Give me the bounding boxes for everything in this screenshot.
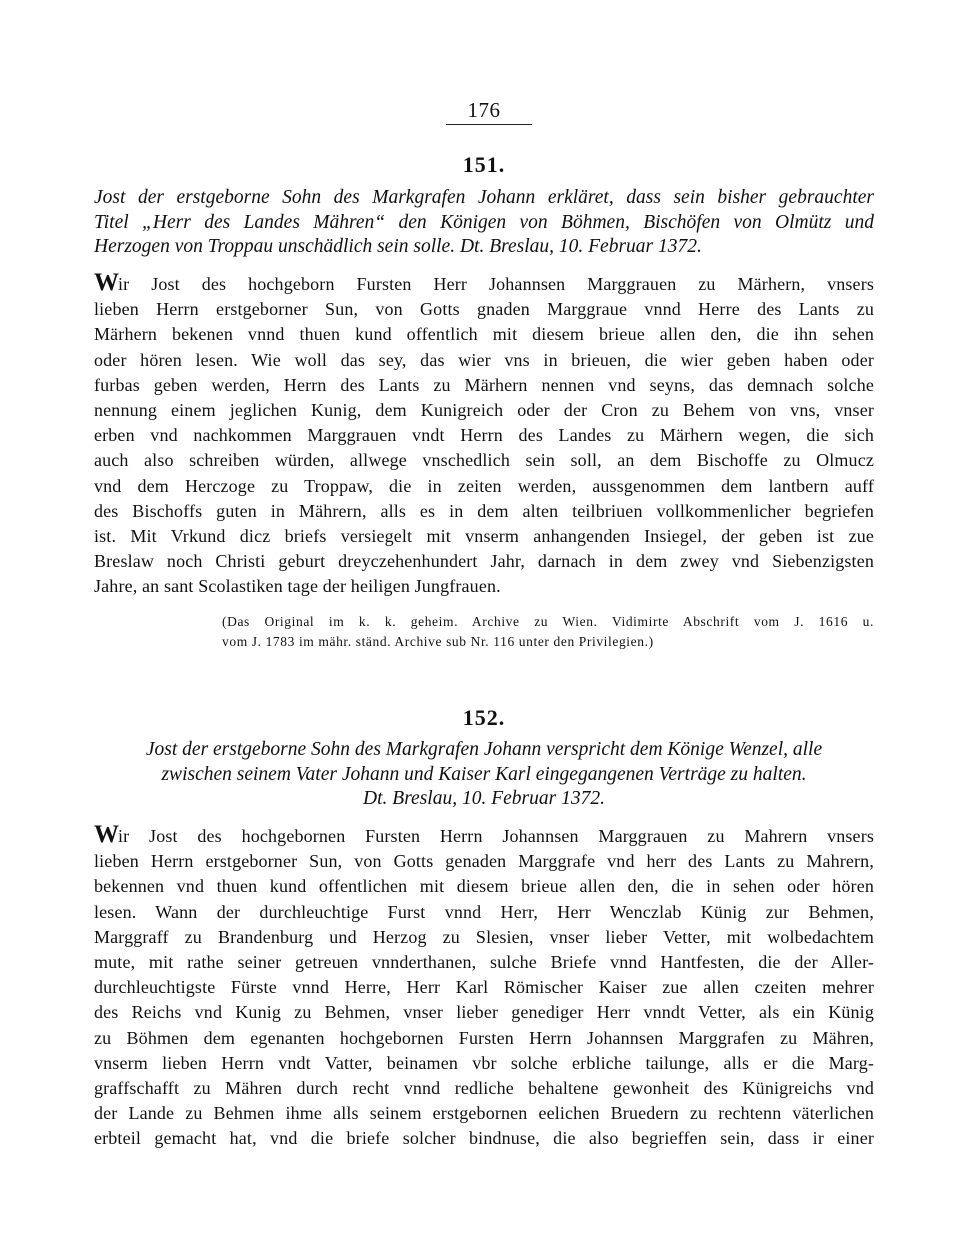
document-body bbox=[94, 270, 874, 600]
body-line bbox=[94, 822, 874, 849]
body-line: der Lande zu Behmen ihme alls seinem erstgebornen eelichen Bruedern zu rechtenn väterlichen bbox=[94, 1103, 874, 1124]
title-line: Herzogen von Troppau unschädlich sein solle. Dt. Breslau, 10. Februar 1372. bbox=[94, 236, 702, 257]
body-line: nennung einem jeglichen Kunig, dem Kunigreich oder der Cron zu Behem von vns, vnser bbox=[94, 400, 874, 421]
body-line: erben vnd nachkommen Marggrauen vndt Herrn des Landes zu Märhern wegen, die sich bbox=[94, 425, 874, 446]
body-line: lieben Herrn erstgeborner Sun, von Gotts gnaden Marggraue vnnd Herre des Lants zu bbox=[94, 299, 874, 320]
body-line: Breslaw noch Christi geburt dreyczehenhundert Jahr, darnach in dem zwey vnd Siebenzigsten bbox=[94, 551, 874, 572]
body-line: lesen. Wann der durchleuchtige Furst vnnd Herr, Herr Wenczlab Künig zur Behmen, bbox=[94, 901, 874, 922]
body-line: Märhern bekenen vnnd thuen kund offentlich mit diesem brieue allen den, die ihn sehen bbox=[94, 324, 874, 345]
page-number-rule bbox=[446, 124, 532, 125]
body-line: oder hören lesen. Wie woll das sey, das wier vns in brieuen, die wier geben haben oder bbox=[94, 349, 874, 370]
body-line-text: ir Jost des hochgebornen Fursten Herrn Johannsen Marggrauen zu Mahrern vnsers bbox=[118, 826, 874, 846]
source-note-line: (Das Original im k. k. geheim. Archive zu Wien. Vidimirte Abschrift vom J. 1616 u. bbox=[222, 614, 874, 629]
body-line: lieben Herrn erstgeborner Sun, von Gotts genaden Marggrafe vnd herr des Lants zu Mahrern, bbox=[94, 851, 874, 872]
title-line: Dt. Breslau, 10. Februar 1372. bbox=[363, 788, 605, 809]
document-body bbox=[94, 822, 874, 1152]
body-line: auch also schreiben würden, allwege vnschedlich sein soll, an dem Bischoffe zu Olmucz bbox=[94, 450, 874, 471]
document-title bbox=[94, 738, 874, 812]
body-line: erbteil gemacht hat, vnd die briefe solcher bindnuse, die also begrieffen sein, dass ir einer bbox=[94, 1128, 874, 1149]
page-number-header bbox=[94, 98, 874, 125]
body-line: bekennen vnd thuen kund offentlichen mit diesem brieue allen den, die in sehen oder hören bbox=[94, 876, 874, 897]
body-line: graffschafft zu Mähren durch recht vnnd redliche behaltene gewonheit des Künigreichs vnd bbox=[94, 1078, 874, 1099]
source-note-line: vom J. 1783 im mähr. ständ. Archive sub Nr. 116 unter den Privilegien.) bbox=[222, 634, 654, 649]
body-line bbox=[94, 270, 874, 297]
body-line: vnd dem Herczoge zu Troppaw, die in zeiten werden, aussgenommen dem lantbern auff bbox=[94, 475, 874, 496]
document-number: 151. bbox=[462, 152, 506, 177]
body-line-text: ir Jost des hochgeborn Fursten Herr Johannsen Marggrauen zu Märhern, vnsers bbox=[118, 274, 874, 294]
body-line: des Bischoffs guten in Mährern, alls es in dem alten teilbriuen vollkommenlicher begriefen bbox=[94, 500, 874, 521]
document-title bbox=[94, 186, 874, 260]
title-line: zwischen seinem Vater Johann und Kaiser Karl eingegangenen Verträge zu halten. bbox=[161, 763, 807, 785]
body-line: Jahre, an sant Scolastiken tage der heiligen Jungfrauen. bbox=[94, 576, 501, 597]
body-line: mute, mit rathe seiner getreuen vnnderthanen, sulche Briefe vnnd Hantfesten, die der Aller- bbox=[94, 952, 874, 973]
body-line: zu Böhmen dem egenanten hochgebornen Fursten Herrn Johannsen Marggrafen zu Mähren, bbox=[94, 1027, 874, 1048]
source-note bbox=[222, 612, 874, 652]
drop-cap: W bbox=[94, 821, 118, 848]
document-number: 152. bbox=[462, 705, 506, 730]
body-line: durchleuchtigste Fürste vnnd Herre, Herr Karl Römischer Kaiser zue allen czeiten mehrer bbox=[94, 977, 874, 998]
body-line: furbas geben werden, Herrn des Lants zu Märhern nennen vnd seyns, das demnach solche bbox=[94, 374, 874, 395]
body-line: vnserm lieben Herrn vndt Vatter, beinamen vbr solche erbliche tailunge, alls er die Marg- bbox=[94, 1052, 874, 1073]
page-number: 176 bbox=[467, 98, 501, 122]
body-line: ist. Mit Vrkund dicz briefs versiegelt mit vnserm anhangenden Insiegel, der geben ist zue bbox=[94, 526, 874, 547]
body-line: Marggraff zu Brandenburg und Herzog zu Slesien, vnser lieber Vetter, mit wolbedachtem bbox=[94, 926, 874, 947]
title-line: Jost der erstgeborne Sohn des Markgrafen Johann verspricht dem Könige Wenzel, alle bbox=[145, 739, 823, 760]
drop-cap: W bbox=[94, 269, 118, 296]
title-line: Titel „Herr des Landes Mähren“ den Königen von Böhmen, Bischöfen von Olmütz und bbox=[94, 211, 874, 233]
body-line: des Reichs vnd Kunig zu Behmen, vnser lieber genediger Herr vnndt Vetter, als ein Künig bbox=[94, 1002, 874, 1023]
title-line: Jost der erstgeborne Sohn des Markgrafen Johann erkläret, dass sein bisher gebrauchter bbox=[94, 187, 874, 208]
